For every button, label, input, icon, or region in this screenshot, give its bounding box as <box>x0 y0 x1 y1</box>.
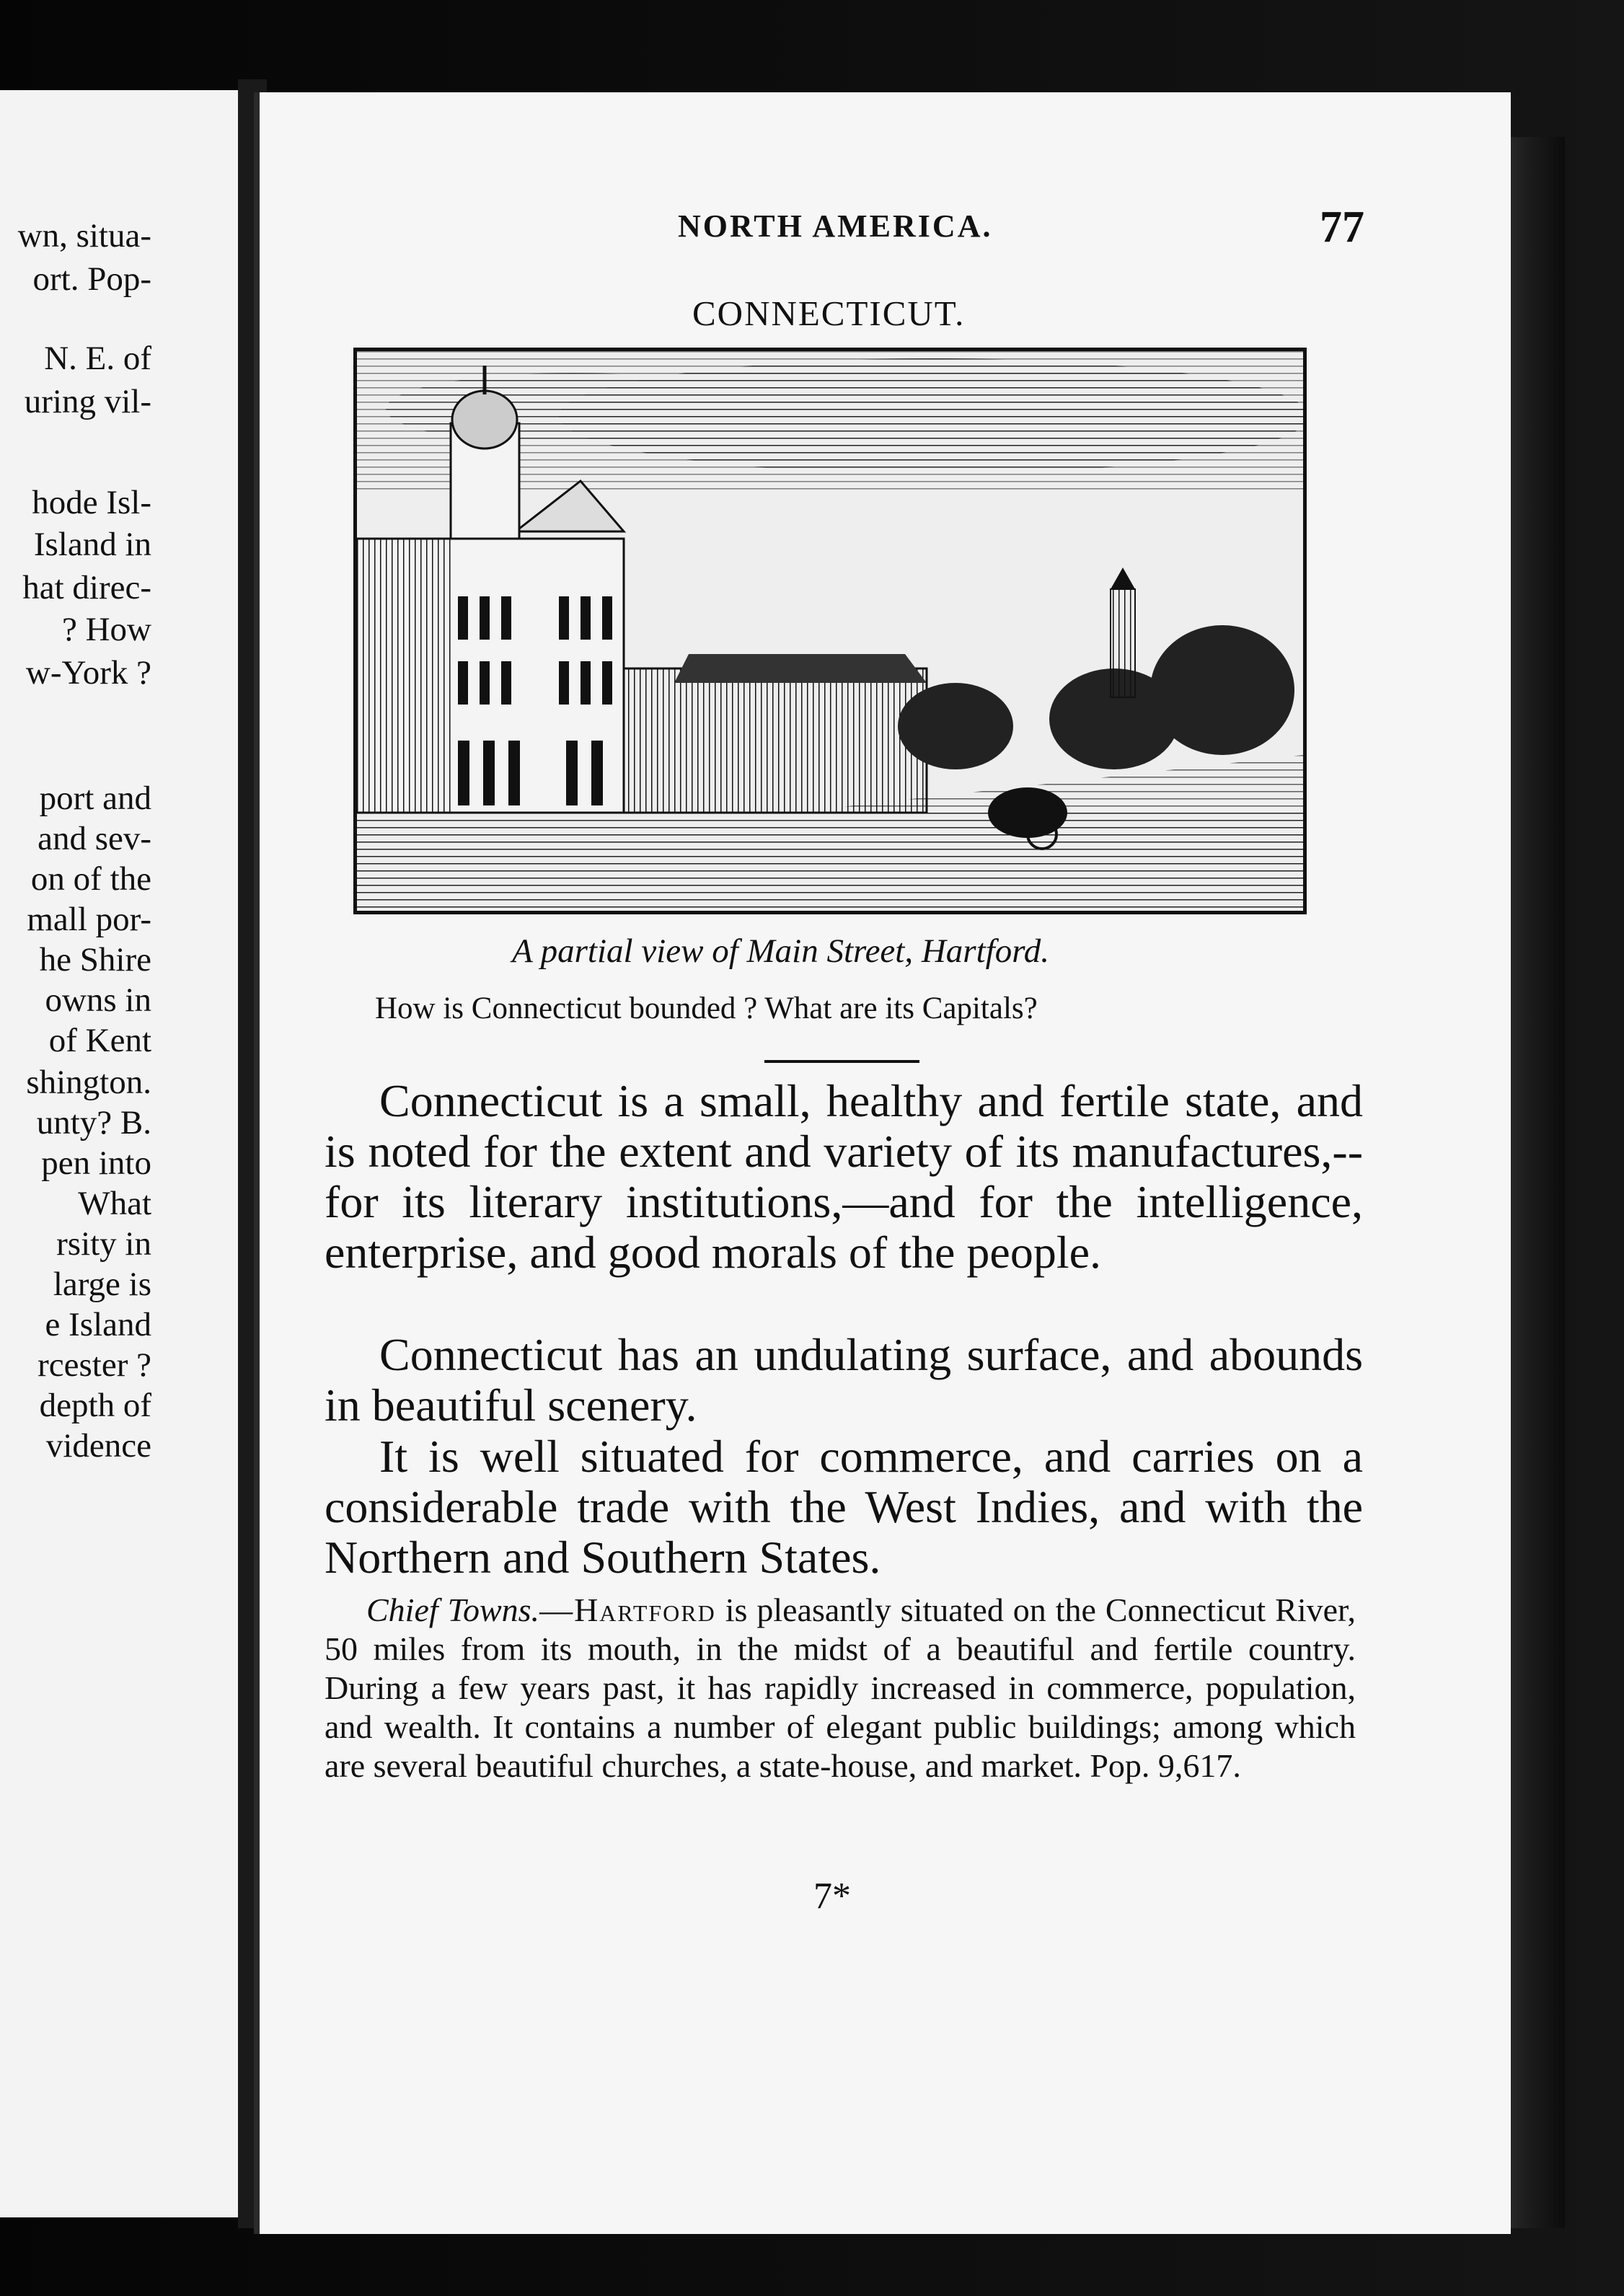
section-title: CONNECTICUT. <box>692 293 966 333</box>
paragraph-2 <box>325 1330 1363 1431</box>
left-page-line: he Shire <box>39 941 151 979</box>
left-page-line: Island in <box>33 526 151 563</box>
left-page-line: N. E. of <box>44 340 151 377</box>
hartford-name: —Hartford <box>539 1591 716 1628</box>
paragraph-2-text: Connecticut has an undulating surface, and abounds in beautiful scenery. <box>325 1329 1363 1431</box>
left-page-line: w-York ? <box>25 654 151 692</box>
left-page-line: hat direc- <box>22 569 151 606</box>
image-caption: A partial view of Main Street, Hartford. <box>512 932 1050 970</box>
signature-mark: 7* <box>813 1876 851 1917</box>
left-page-line: wn, situa- <box>17 217 151 255</box>
left-page-line: on of the <box>30 860 151 898</box>
left-page-line: owns in <box>45 981 151 1019</box>
left-page-line: of Kent <box>48 1022 151 1059</box>
left-facing-page <box>0 90 242 2217</box>
left-page-line: and sev- <box>37 820 151 857</box>
section-rule <box>764 1060 919 1063</box>
left-page-line: shington. <box>26 1064 151 1101</box>
left-page-line: uring vil- <box>24 383 151 420</box>
chief-towns-label: Chief Towns. <box>366 1591 540 1628</box>
left-page-line: large is <box>53 1266 151 1303</box>
chief-towns-paragraph <box>325 1591 1356 1785</box>
left-page-line: What <box>78 1185 151 1222</box>
paragraph-1 <box>325 1076 1363 1278</box>
paragraph-3 <box>325 1431 1363 1583</box>
hartford-engraving <box>353 348 1307 914</box>
left-page-line: pen into <box>41 1144 151 1182</box>
paragraph-3-text: It is well situated for commerce, and carries on a considerable trade with the West Indies, and with the Northern and Southern States. <box>325 1431 1363 1583</box>
left-page-line: mall por- <box>27 901 151 938</box>
left-page-line: hode Isl- <box>32 484 151 521</box>
left-page-line: ort. Pop- <box>32 260 151 298</box>
left-page-line: port and <box>39 780 151 817</box>
chief-towns-text: is pleasantly situated on the Connecticut River, 50 miles from its mouth, in the midst of a beautiful and fertile country. During a few years past, it has rapidly increased in commerce, population, and wealth. It contains a number of elegant public buildings; among which are several beautiful churches, a state-house, and market. Pop. 9,617. <box>325 1591 1356 1784</box>
study-questions: How is Connecticut bounded ? What are its Capitals? <box>375 992 1038 1025</box>
left-page-line: e Island <box>45 1306 151 1343</box>
left-page-line: unty? B. <box>36 1104 151 1142</box>
left-page-line: ? How <box>62 611 151 648</box>
left-page-line: rsity in <box>56 1225 151 1263</box>
left-page-line: depth of <box>39 1387 151 1424</box>
left-page-line: rcester ? <box>37 1346 151 1384</box>
engraving-illustration <box>357 351 1303 911</box>
paragraph-1-text: Connecticut is a small, healthy and fertile state, and is noted for the extent and variety of its manufactures,--for its literary institutions,—and for the intelligence, enterprise, and good morals of the people. <box>325 1075 1363 1278</box>
page-number: 77 <box>1320 203 1364 252</box>
running-head: NORTH AMERICA. <box>678 208 993 244</box>
left-page-line: vidence <box>45 1427 151 1465</box>
